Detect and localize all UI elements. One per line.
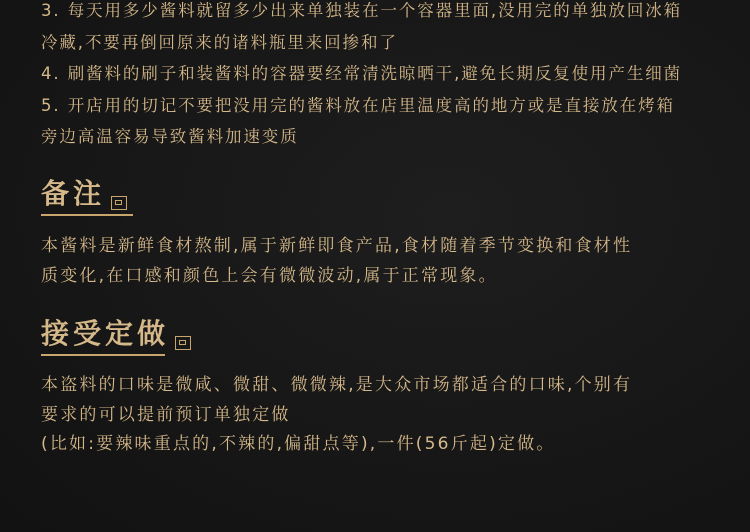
remark-line: 质变化,在口感和颜色上会有微微波动,属于正常现象。 <box>41 265 498 286</box>
note-line: 5. 开店用的切记不要把没用完的酱料放在店里温度高的地方或是直接放在烤箱 <box>41 95 675 115</box>
custom-paragraph <box>41 371 721 460</box>
note-line: 4. 刷酱料的刷子和装酱料的容器要经常清洗晾晒干,避免长期反复使用产生细菌 <box>41 64 683 83</box>
notes-list <box>41 0 716 153</box>
custom-line: (比如:要辣味重点的,不辣的,偏甜点等),一件(56斤起)定做。 <box>41 434 556 454</box>
remark-paragraph <box>41 232 721 291</box>
note-line: 冷藏,不要再倒回原来的诸料瓶里来回掺和了 <box>41 32 398 52</box>
custom-line: 本盗料的口味是微咸、微甜、微微辣,是大众市场都适合的口味,个别有 <box>41 375 633 395</box>
custom-heading <box>41 316 191 352</box>
note-line: 旁边高温容易导致酱料加速变质 <box>41 127 299 146</box>
ornament-icon <box>175 336 191 350</box>
remark-title: 备注 <box>41 177 106 210</box>
heading-underline <box>41 214 133 216</box>
heading-underline <box>41 354 165 356</box>
custom-line: 要求的可以提前预订单独定做 <box>41 404 291 425</box>
remark-heading <box>41 176 127 212</box>
note-line: 3. 每天用多少酱料就留多少出来单独装在一个容器里面,没用完的单独放回冰箱 <box>41 1 683 20</box>
custom-title: 接受定做 <box>41 317 170 350</box>
remark-line: 本酱料是新鲜食材熬制,属于新鲜即食产品,食材随着季节变换和食材性 <box>41 236 633 256</box>
ornament-icon <box>111 196 127 210</box>
